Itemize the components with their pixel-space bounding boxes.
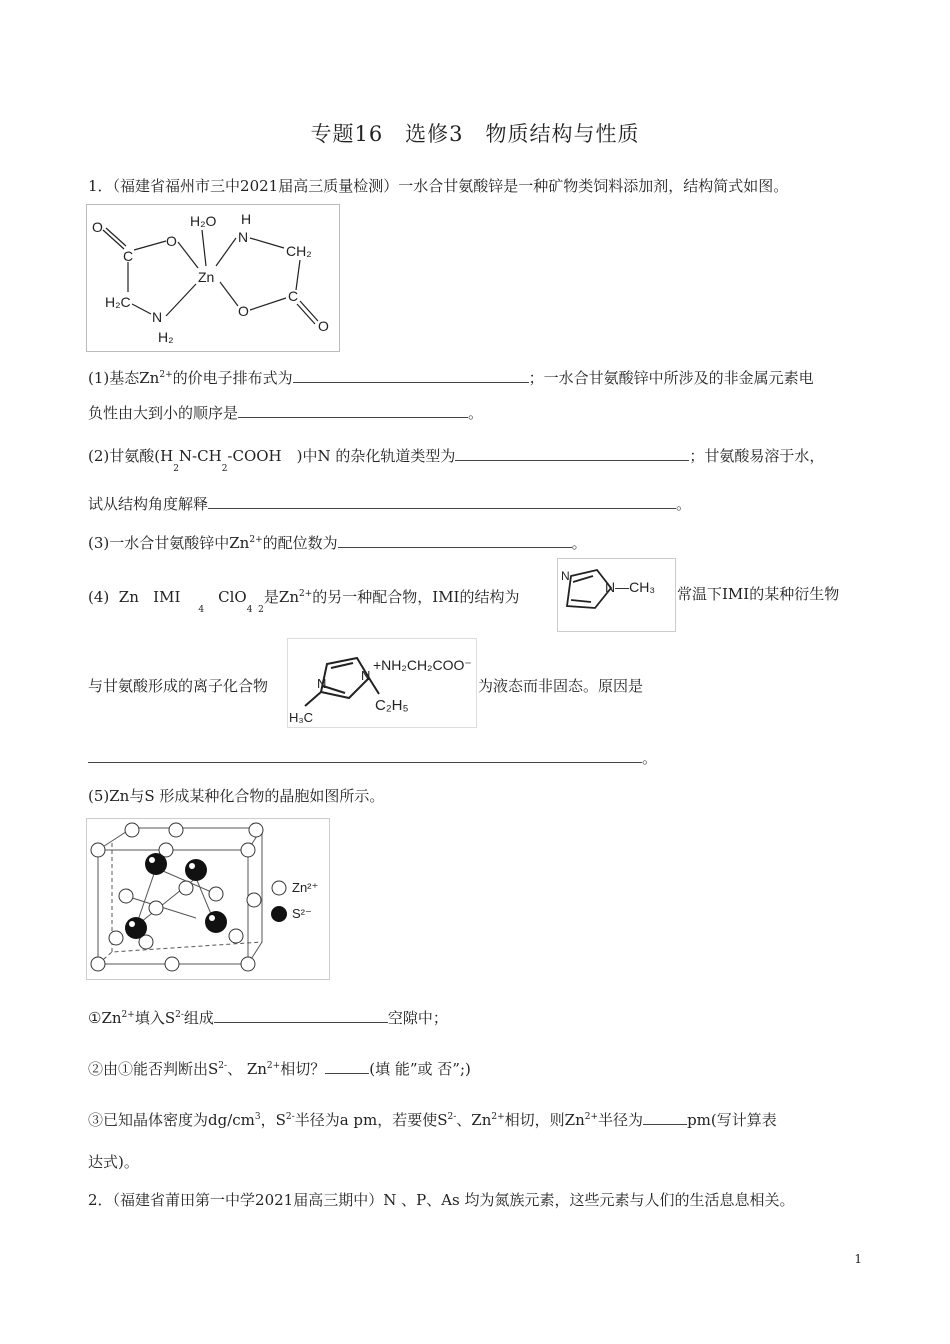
imi-structure-figure xyxy=(557,558,676,632)
oxygen-label: O xyxy=(166,233,177,249)
water-label: H₂O xyxy=(190,213,217,229)
answer-blank[interactable] xyxy=(293,368,529,383)
ch2-label: CH₂ xyxy=(286,243,312,259)
q1-part5-item1: $①Zn^{2+}$填入$S^{2-}$组成 空隙中； xyxy=(88,1009,448,1027)
nitrogen-label: N xyxy=(152,309,163,325)
q1-part4-line2: 与甘氨酸形成的离子化合物 xyxy=(88,677,269,695)
glycinate-label: +NH₂CH₂COO⁻ xyxy=(373,657,472,673)
q1-part4-line3: 。 xyxy=(88,748,657,768)
nitrogen-label: N xyxy=(561,569,570,583)
answer-blank[interactable] xyxy=(643,1110,687,1125)
answer-blank[interactable] xyxy=(338,533,572,548)
nitrogen-label: N xyxy=(361,668,371,683)
answer-blank[interactable] xyxy=(325,1059,369,1074)
answer-blank[interactable] xyxy=(214,1008,388,1023)
oxygen-label: O xyxy=(318,318,329,334)
oxygen-label: O xyxy=(238,303,249,319)
q1-part5-item3-cont: 达式)。 xyxy=(88,1153,139,1171)
q1-part2-line2: 试从结构角度解释 。 xyxy=(88,495,692,513)
carbon-label: C xyxy=(288,288,299,304)
zinc-label: Zn xyxy=(198,269,215,285)
answer-blank[interactable] xyxy=(88,748,642,763)
q1-part3: (3)一水合甘氨酸锌中$Zn^{2+}$的配位数为 。 xyxy=(88,534,587,552)
q1-part4-line1-end: 常温下IMI的某种衍生物 xyxy=(677,585,840,603)
nitrogen-label: N xyxy=(317,676,327,691)
answer-blank[interactable] xyxy=(238,403,468,418)
q1-part2-line1: (2)甘氨酸($H_2N-CH_2$-COOH )中N 的杂化轨道类型为 ；甘氨酸易溶于水， xyxy=(88,447,825,474)
page-title: 专题16 选修3 物质结构与性质 xyxy=(310,122,640,146)
question-2-stem: 2．（福建省莆田第一中学2021届高三期中）N 、P、As 均为氮族元素，这些元素与人们的生活息息相关。 xyxy=(88,1191,795,1209)
h2c-label: H₂C xyxy=(105,294,131,310)
q1-part5-item3: ③已知晶体密度为$dg/cm^3$，$S^{2-}$半径为a pm，若要使$S^{2-}$、$Zn^{2+}$相切，则$Zn^{2+}$半径为 pm(写计算表 xyxy=(88,1111,777,1129)
h2-label: H xyxy=(241,211,252,227)
answer-blank[interactable] xyxy=(455,446,689,461)
q1-part1-line1: (1)基态$Zn^{2+}$的价电子排布式为 ；一水合甘氨酸锌中所涉及的非金属元素电 xyxy=(88,369,814,387)
q1-part4-line1: (4) Zn $IMI_4ClO_{4 2}$是$Zn^{2+}$的另一种配合物，IMI的结构为 xyxy=(88,588,520,615)
s-legend-label: S²⁻ xyxy=(292,906,312,921)
crystal-cell-figure xyxy=(86,818,330,980)
answer-blank[interactable] xyxy=(208,494,676,509)
nitrogen-label: N xyxy=(238,229,249,245)
q1-part4-line2-end: 为液态而非固态。原因是 xyxy=(478,677,644,695)
q1-part5: (5)Zn与S 形成某种化合物的晶胞如图所示。 xyxy=(88,787,385,805)
methyl-label: H₃C xyxy=(289,710,314,725)
ethyl-label: C₂H₅ xyxy=(375,697,409,714)
q1-part1-line2: 负性由大到小的顺序是 。 xyxy=(88,404,484,422)
ionic-compound-figure xyxy=(287,638,477,728)
carbon-label: C xyxy=(123,248,134,264)
zn-legend-label: Zn²⁺ xyxy=(292,880,319,895)
q1-part5-item2: ②由①能否判断出$S^{2-}$、 $Zn^{2+}$相切？ (填 能”或 否”;) xyxy=(88,1060,471,1078)
page-number: 1 xyxy=(854,1252,862,1266)
zinc-glycinate-structure-figure xyxy=(86,204,340,352)
n-methyl-label: N—CH₃ xyxy=(605,579,656,595)
question-1-stem: 1．（福建省福州市三中2021届高三质量检测）一水合甘氨酸锌是一种矿物类饲料添加剂，结构简式如图。 xyxy=(88,177,789,195)
oxygen-label: O xyxy=(92,219,103,235)
h2-label: H₂ xyxy=(158,329,174,345)
